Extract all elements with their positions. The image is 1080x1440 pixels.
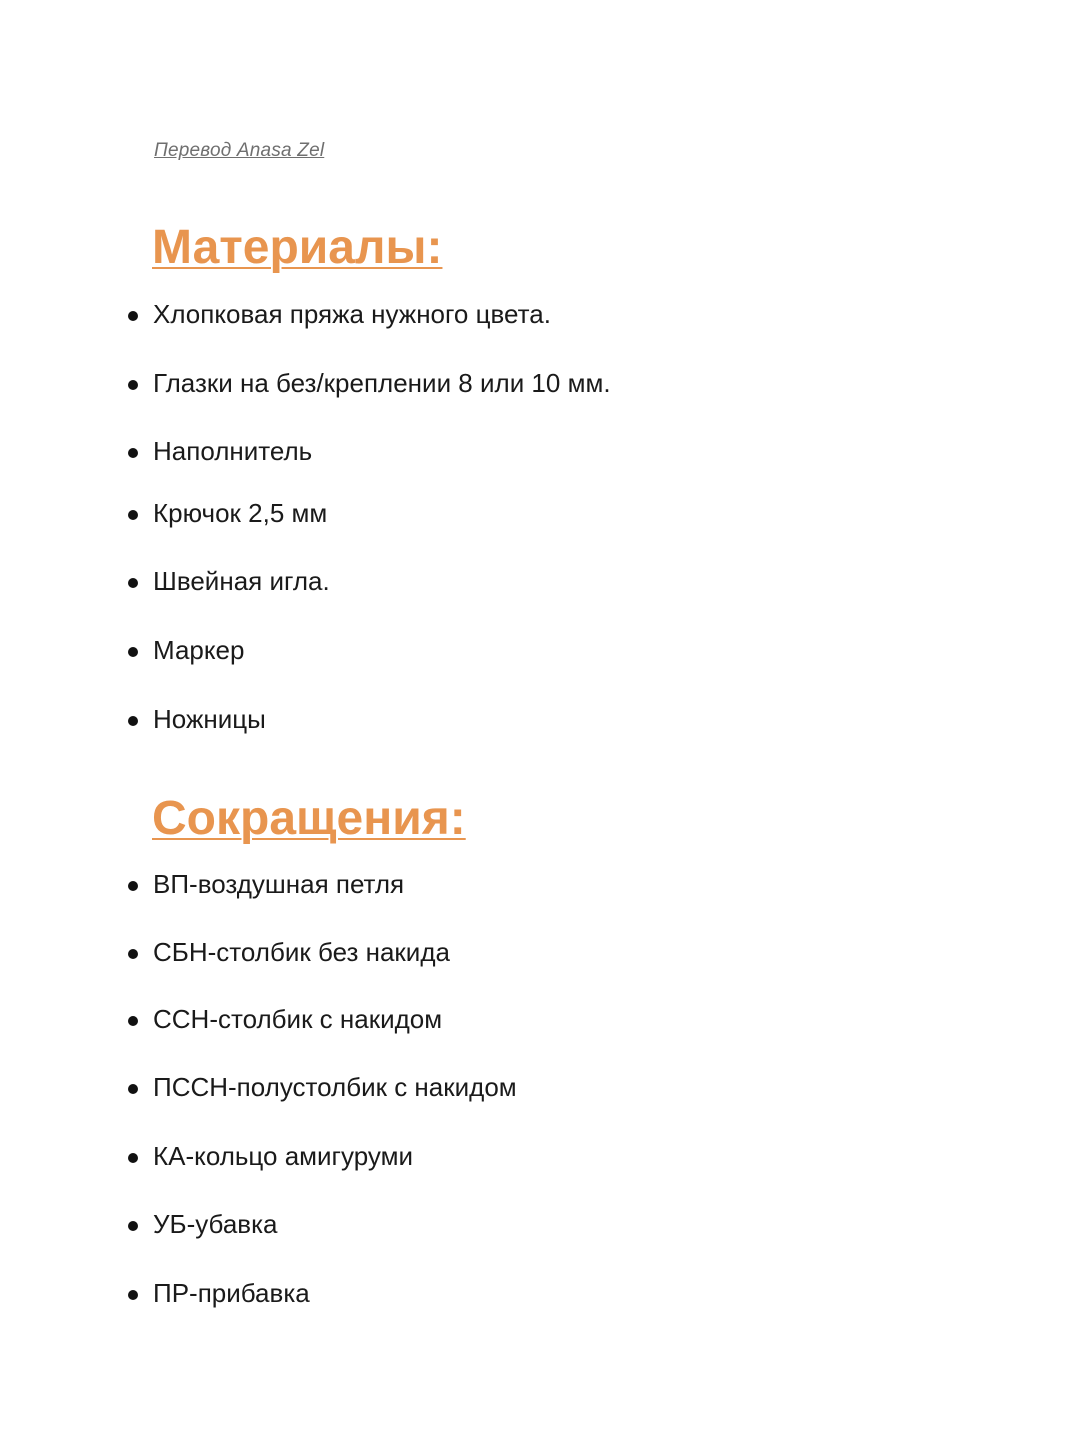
list-item-text: ПССН-полустолбик с накидом — [153, 1071, 517, 1102]
list-item-text: Глазки на без/креплении 8 или 10 мм. — [153, 367, 611, 398]
translation-credit: Перевод Anasa Zel — [154, 140, 325, 161]
abbreviations-heading: Сокращения: — [152, 792, 466, 845]
list-item — [128, 701, 266, 737]
bullet-icon — [128, 716, 138, 726]
bullet-icon — [128, 881, 138, 891]
bullet-icon — [128, 510, 138, 520]
list-item — [128, 563, 330, 599]
bullet-icon — [128, 1290, 138, 1300]
list-item-text: ПР-прибавка — [153, 1277, 310, 1308]
list-item-text: ВП-воздушная петля — [153, 868, 405, 899]
list-item-text: Ножницы — [153, 703, 266, 734]
list-item-text: Наполнитель — [153, 435, 313, 466]
bullet-icon — [128, 448, 138, 458]
list-item — [128, 1001, 442, 1037]
list-item-text: Швейная игла. — [153, 565, 330, 596]
bullet-icon — [128, 380, 138, 390]
bullet-icon — [128, 311, 138, 321]
list-item — [128, 365, 611, 401]
bullet-icon — [128, 949, 138, 959]
list-item — [128, 1206, 278, 1242]
list-item-text: Маркер — [153, 634, 245, 665]
bullet-icon — [128, 1153, 138, 1163]
list-item — [128, 495, 327, 531]
list-item — [128, 1069, 517, 1105]
list-item-text: УБ-убавка — [153, 1208, 278, 1239]
list-item-text: Крючок 2,5 мм — [153, 497, 328, 528]
list-item — [128, 866, 404, 902]
list-item — [128, 296, 551, 332]
list-item-text: ССН-столбик с накидом — [153, 1003, 443, 1034]
bullet-icon — [128, 578, 138, 588]
bullet-icon — [128, 1221, 138, 1231]
list-item — [128, 1275, 310, 1311]
materials-heading: Материалы: — [152, 221, 443, 274]
list-item-text: КА-кольцо амигуруми — [153, 1140, 414, 1171]
list-item — [128, 934, 450, 970]
bullet-icon — [128, 1016, 138, 1026]
bullet-icon — [128, 1084, 138, 1094]
list-item — [128, 433, 312, 469]
bullet-icon — [128, 647, 138, 657]
list-item-text: Хлопковая пряжа нужного цвета. — [153, 298, 551, 329]
list-item-text: СБН-столбик без накида — [153, 936, 450, 967]
list-item — [128, 1138, 413, 1174]
list-item — [128, 632, 244, 668]
